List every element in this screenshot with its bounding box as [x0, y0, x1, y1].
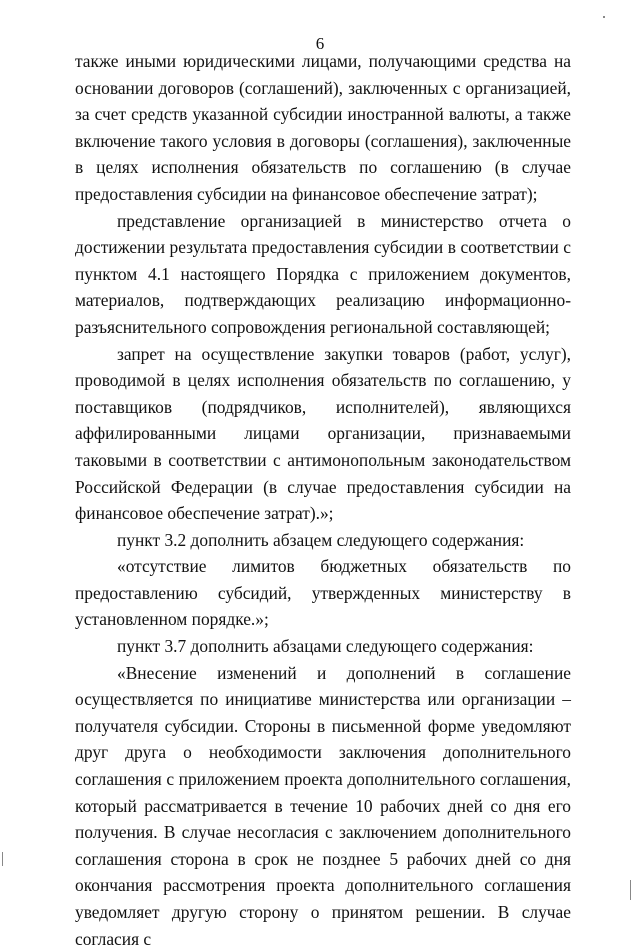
scan-mark-top-right	[603, 16, 605, 18]
document-body	[75, 48, 571, 952]
scan-mark-left	[2, 852, 3, 866]
paragraph-5: «отсутствие лимитов бюджетных обязательств по предоставлению субсидий, утвержденных министерству в установленном порядке.»;	[75, 556, 571, 630]
paragraph-4: пункт 3.2 дополнить абзацем следующего содержания:	[117, 529, 525, 550]
paragraph-1: также иными юридическими лицами, получающими средства на основании договоров (соглашений), заключенных с организацией, за счет средств указанной субсидии иностранной валюты, а также включение такого условия в договоры (соглашения), заключенные в целях исполнения обязательств по соглашению (в случае предоставления субсидии на финансовое обеспечение затрат);	[75, 51, 571, 204]
page-number: 6	[315, 34, 325, 53]
paragraph-7: «Внесение изменений и дополнений в соглашение осуществляется по инициативе министерства или организации – получателя субсидии. Стороны в письменной форме уведомляют друг друга о необходимости заключения дополнительного соглашения с приложением проекта дополнительного соглашения, который рассматривается в течение 10 рабочих дней со дня его получения. В случае несогласия с заключением дополнительного соглашения сторона в срок не позднее 5 рабочих дней со дня окончания рассмотрения проекта дополнительного соглашения уведомляет другую сторону о принятом решении. В случае согласия с	[75, 662, 571, 949]
paragraph-6: пункт 3.7 дополнить абзацами следующего содержания:	[117, 636, 534, 657]
paragraph-2: представление организацией в министерство отчета о достижении результата предоставления субсидии в соответствии с пунктом 4.1 настоящего Порядка с приложением документов, материалов, подтверждающих реализацию информационно-разъяснительного сопровождения региональной составляющей;	[75, 210, 571, 337]
paragraph-3: запрет на осуществление закупки товаров (работ, услуг), проводимой в целях исполнения обязательств по соглашению, у поставщиков (подрядчиков, исполнителей), являющихся аффилированными лицами организации, признаваемыми таковыми в соответствии с антимонопольным законодательством Российской Федерации (в случае предоставления субсидии на финансовое обеспечение затрат).»;	[75, 343, 571, 524]
scan-mark-right	[630, 880, 631, 900]
